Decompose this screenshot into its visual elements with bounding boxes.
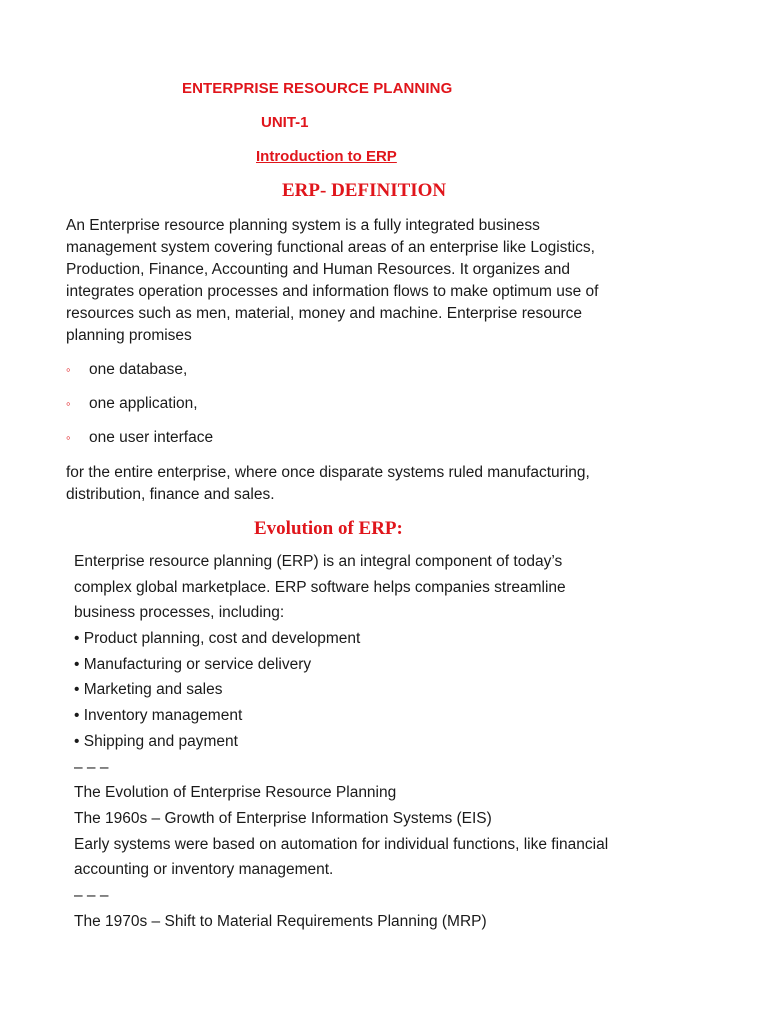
- list-item: [66, 428, 213, 462]
- evolution-era-heading: The 1970s – Shift to Material Requirements Planning (MRP): [74, 912, 487, 930]
- circle-bullet-icon: ◦: [66, 396, 71, 411]
- circle-bullet-icon: ◦: [66, 430, 71, 445]
- paragraph-line: An Enterprise resource planning system is a fully integrated business: [66, 217, 540, 234]
- evolution-line: accounting or inventory management.: [74, 861, 334, 879]
- closing-paragraph: [66, 462, 706, 506]
- evolution-heading: Evolution of ERP:: [254, 518, 403, 539]
- evolution-bullet-item: • Inventory management: [74, 707, 243, 725]
- intro-heading: Introduction to ERP: [256, 148, 397, 165]
- list-item-text: one application,: [89, 395, 198, 412]
- unit-label: UNIT-1: [261, 114, 309, 131]
- paragraph-line: Production, Finance, Accounting and Human Resources. It organizes and: [66, 261, 571, 278]
- section-divider: – – –: [74, 886, 109, 904]
- evolution-line: Early systems were based on automation for individual functions, like financial: [74, 835, 609, 853]
- promises-list: [66, 360, 213, 462]
- definition-paragraph: [66, 215, 706, 347]
- paragraph-line: planning promises: [66, 327, 192, 344]
- definition-heading: ERP- DEFINITION: [282, 180, 447, 201]
- paragraph-line: resources such as men, material, money and machine. Enterprise resource: [66, 305, 583, 322]
- circle-bullet-icon: ◦: [66, 362, 71, 377]
- paragraph-line: for the entire enterprise, where once disparate systems ruled manufacturing,: [66, 464, 590, 481]
- document-title: ENTERPRISE RESOURCE PLANNING: [182, 80, 453, 97]
- paragraph-line: management system covering functional areas of an enterprise like Logistics,: [66, 239, 595, 256]
- evolution-line: complex global marketplace. ERP software helps companies streamline: [74, 578, 566, 596]
- paragraph-line: integrates operation processes and information flows to make optimum use of: [66, 283, 599, 300]
- evolution-line: business processes, including:: [74, 604, 285, 622]
- evolution-body: [74, 551, 734, 936]
- evolution-bullet-item: • Shipping and payment: [74, 732, 238, 750]
- list-item: [66, 394, 213, 428]
- list-item: [66, 360, 213, 394]
- list-item-text: one user interface: [89, 429, 214, 446]
- list-item-text: one database,: [89, 361, 188, 378]
- section-divider: – – –: [74, 758, 109, 776]
- evolution-bullet-item: • Manufacturing or service delivery: [74, 655, 312, 673]
- paragraph-line: distribution, finance and sales.: [66, 486, 275, 503]
- evolution-subheading: The Evolution of Enterprise Resource Planning: [74, 784, 397, 802]
- evolution-line: Enterprise resource planning (ERP) is an integral component of today’s: [74, 553, 563, 570]
- evolution-bullet-item: • Product planning, cost and development: [74, 630, 361, 648]
- evolution-era-heading: The 1960s – Growth of Enterprise Information Systems (EIS): [74, 809, 492, 827]
- evolution-bullet-item: • Marketing and sales: [74, 681, 223, 699]
